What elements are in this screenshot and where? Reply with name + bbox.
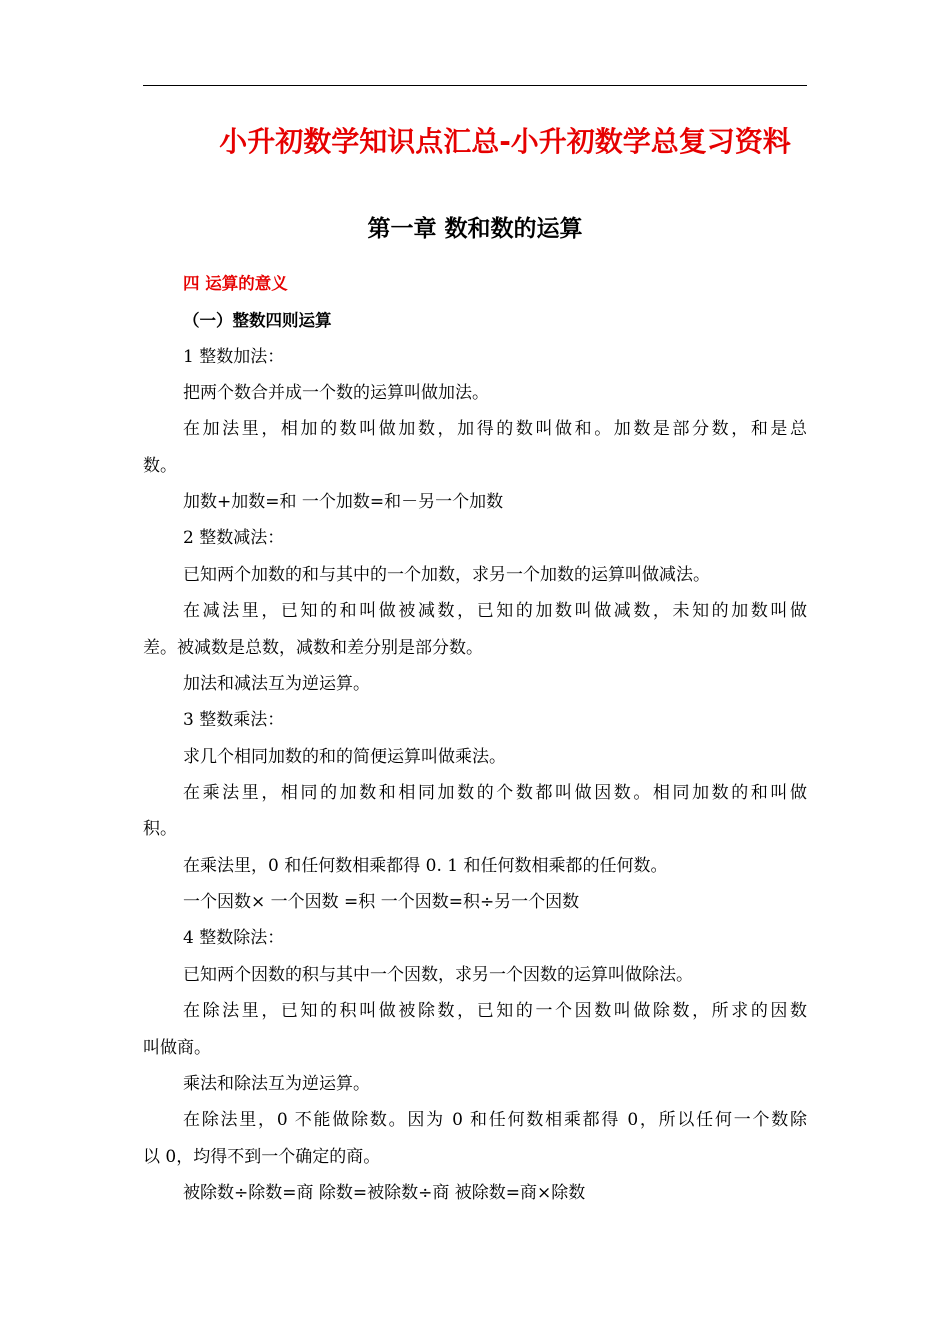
multiplication-terms-continued: 积。 — [143, 819, 177, 839]
division-heading: 4 整数除法： — [183, 928, 285, 948]
subtraction-inverse: 加法和减法互为逆运算。 — [183, 674, 370, 694]
division-terms-continued: 叫做商。 — [143, 1038, 211, 1058]
division-terms: 在除法里，已知的积叫做被除数，已知的一个因数叫做除数，所求的因数 — [183, 1001, 807, 1021]
subtraction-heading: 2 整数减法： — [183, 528, 285, 548]
multiplication-zero-one-rule: 在乘法里，0 和任何数相乘都得 0. 1 和任何数相乘都的任何数。 — [183, 856, 668, 876]
division-formulas: 被除数÷除数=商 除数=被除数÷商 被除数=商×除数 — [183, 1183, 586, 1203]
header-rule — [143, 85, 807, 86]
multiplication-heading: 3 整数乘法： — [183, 710, 285, 730]
division-zero-rule: 在除法里，0 不能做除数。因为 0 和任何数相乘都得 0，所以任何一个数除 — [183, 1110, 807, 1130]
multiplication-definition: 求几个相同加数的和的简便运算叫做乘法。 — [183, 747, 506, 767]
multiplication-formulas: 一个因数× 一个因数 =积 一个因数=积÷另一个因数 — [183, 892, 580, 912]
addition-terms: 在加法里，相加的数叫做加数，加得的数叫做和。加数是部分数，和是总 — [183, 419, 807, 439]
document-title: 小升初数学知识点汇总-小升初数学总复习资料 — [219, 125, 791, 158]
addition-terms-continued: 数。 — [143, 456, 177, 476]
division-inverse: 乘法和除法互为逆运算。 — [183, 1074, 370, 1094]
addition-heading: 1 整数加法： — [183, 347, 285, 367]
chapter-heading: 第一章 数和数的运算 — [367, 216, 583, 242]
section-heading: 四 运算的意义 — [183, 274, 288, 293]
addition-definition: 把两个数合并成一个数的运算叫做加法。 — [183, 383, 489, 403]
subsection-heading: （一）整数四则运算 — [183, 311, 332, 330]
division-definition: 已知两个因数的积与其中一个因数，求另一个因数的运算叫做除法。 — [183, 965, 693, 985]
addition-formulas: 加数+加数=和 一个加数=和－另一个加数 — [183, 492, 504, 512]
division-zero-rule-continued: 以 0，均得不到一个确定的商。 — [143, 1147, 381, 1167]
multiplication-terms: 在乘法里，相同的加数和相同加数的个数都叫做因数。相同加数的和叫做 — [183, 783, 807, 803]
subtraction-terms: 在减法里，已知的和叫做被减数，已知的加数叫做减数，未知的加数叫做 — [183, 601, 807, 621]
subtraction-definition: 已知两个加数的和与其中的一个加数，求另一个加数的运算叫做减法。 — [183, 565, 710, 585]
subtraction-terms-continued: 差。被减数是总数，减数和差分别是部分数。 — [143, 638, 483, 658]
